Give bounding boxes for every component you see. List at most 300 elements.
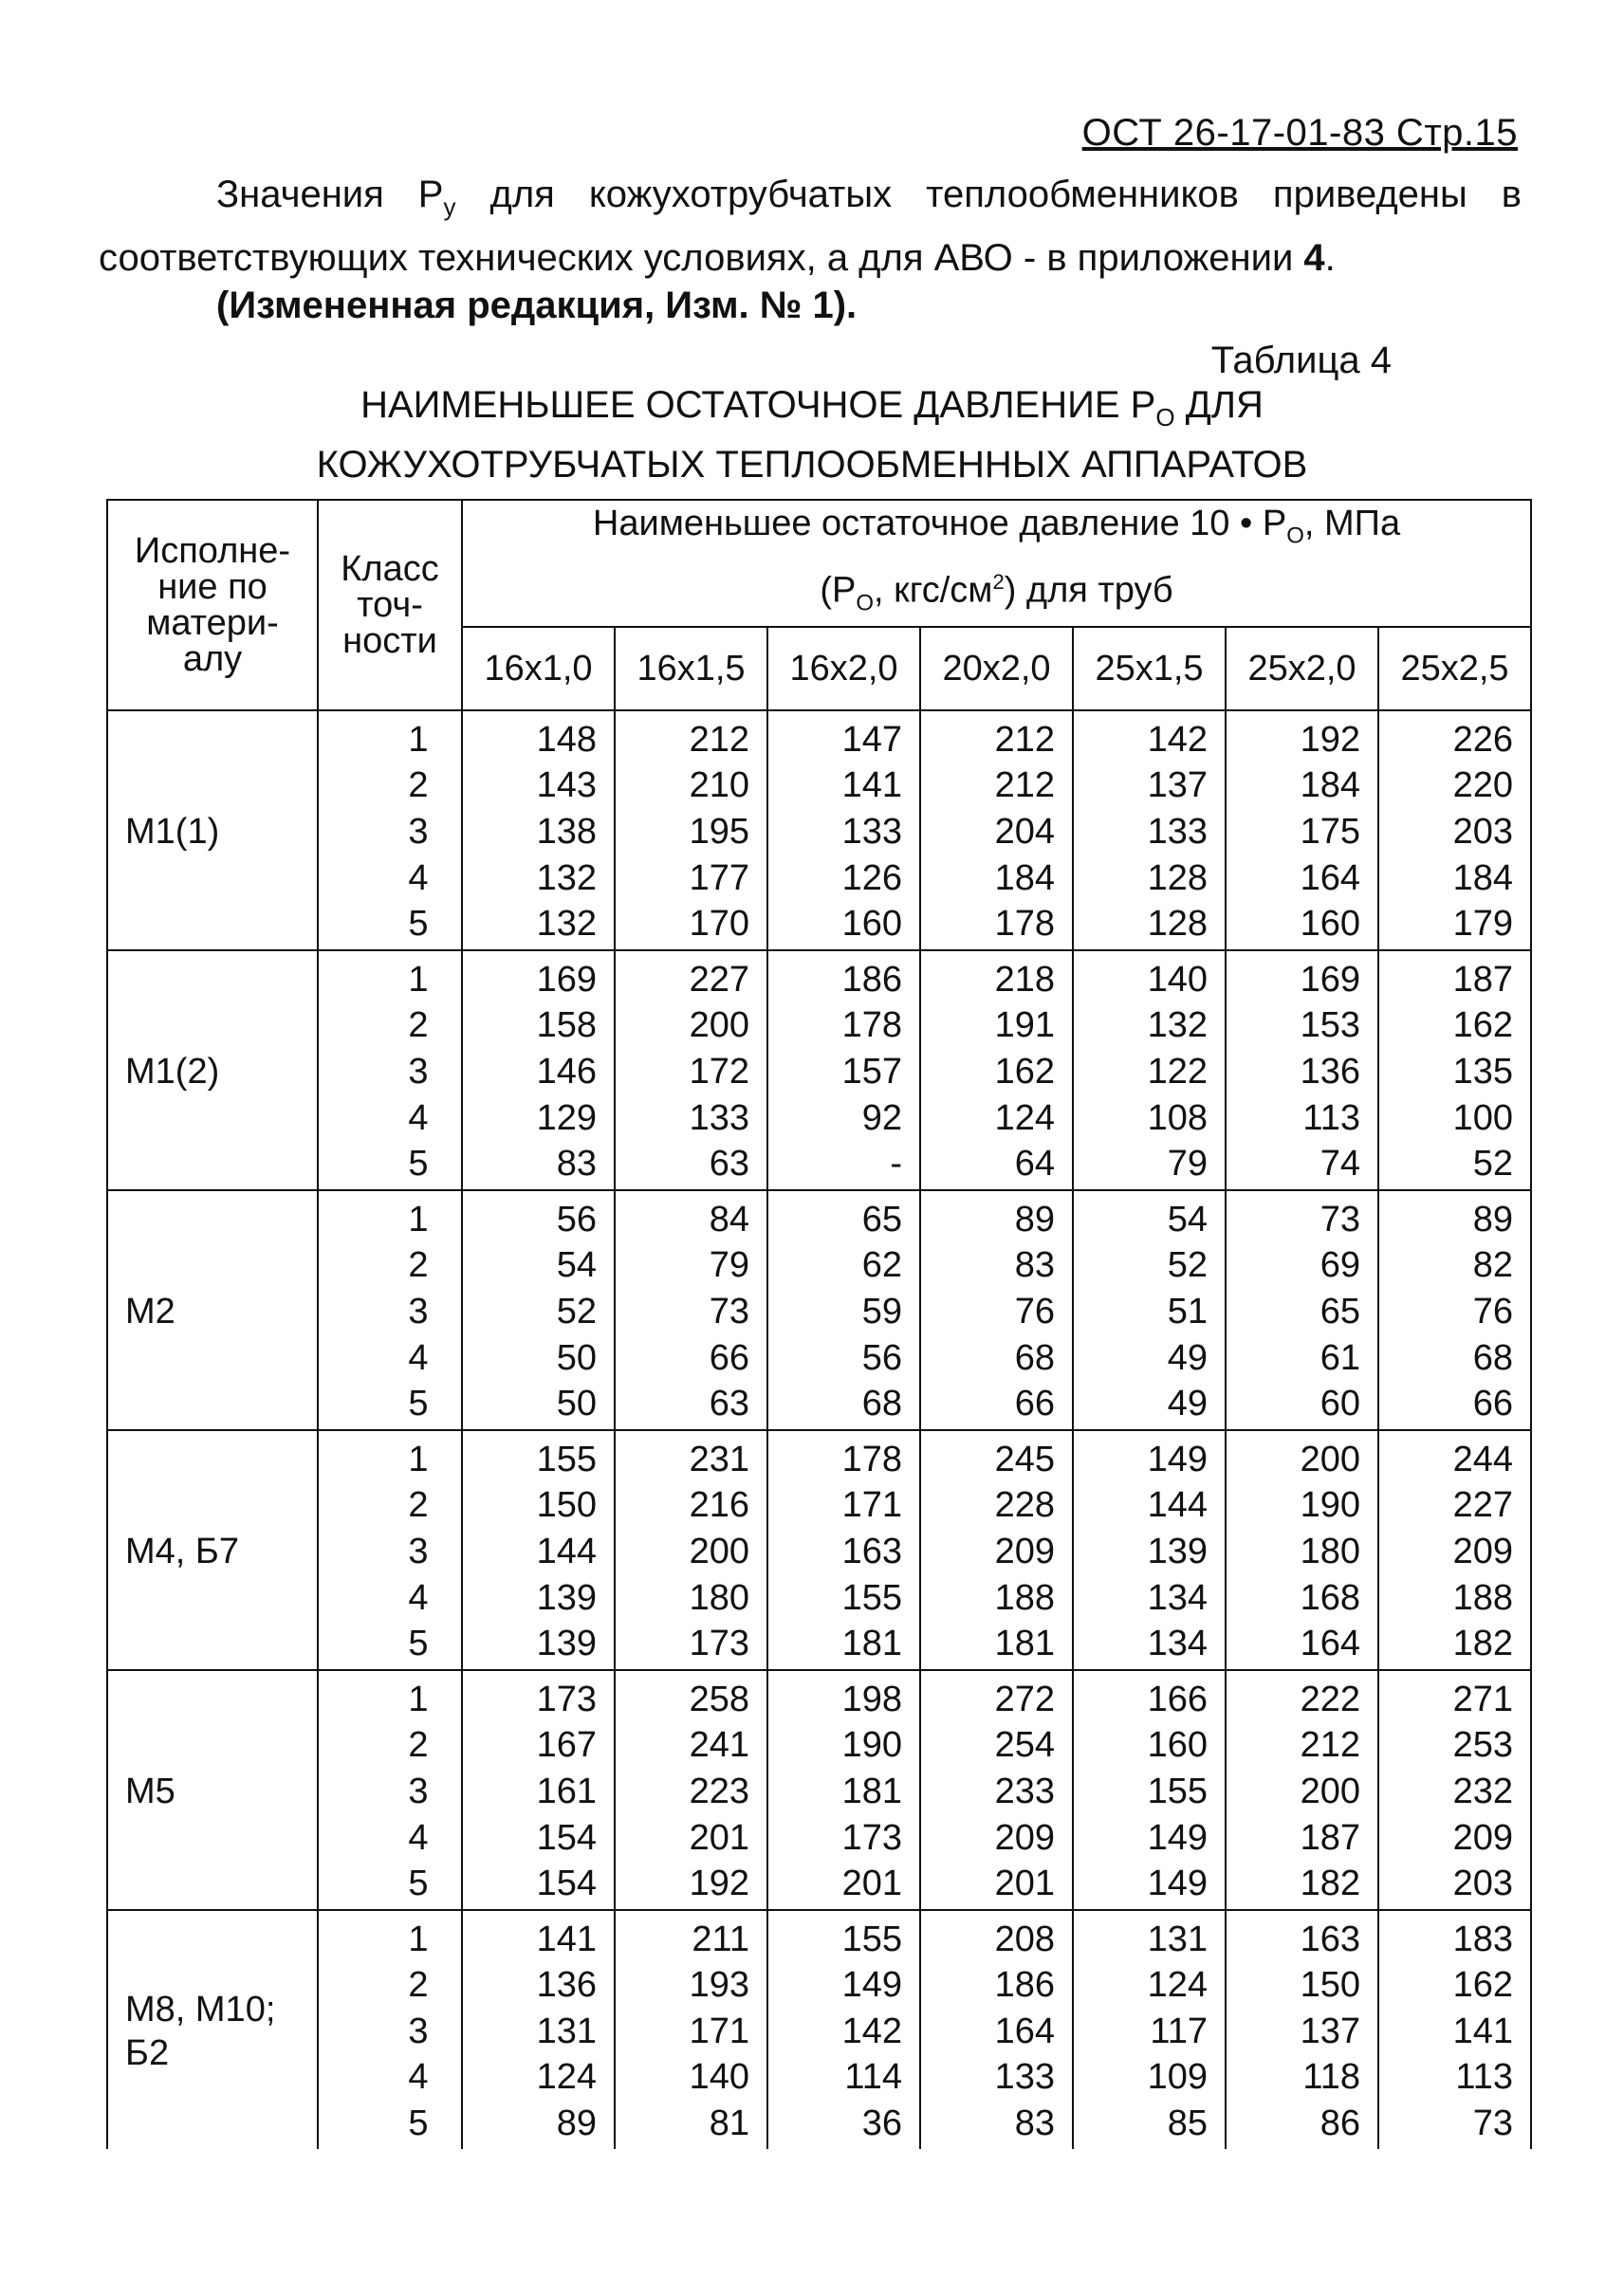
- pressure-value: 182: [1300, 1864, 1360, 1904]
- pressure-cell: [920, 1430, 1073, 1670]
- pressure-value: 148: [536, 719, 597, 760]
- pressure-value: 52: [1167, 1245, 1208, 1286]
- pressure-value: 253: [1452, 1725, 1513, 1766]
- pressure-value: 83: [1014, 1245, 1055, 1286]
- pressure-value: 59: [861, 1291, 902, 1332]
- class-cell: [318, 1910, 462, 2149]
- pressure-value: 63: [709, 1144, 749, 1185]
- accuracy-class-value: 3: [408, 2011, 429, 2051]
- pressure-value: 142: [841, 2011, 902, 2051]
- pressure-cell: [462, 1190, 615, 1430]
- pressure-cell: [1226, 1910, 1378, 2149]
- pressure-value: 129: [536, 1097, 597, 1138]
- pressure-value: 181: [994, 1624, 1055, 1664]
- pressure-value: 187: [1300, 1817, 1360, 1858]
- pressure-value: 134: [1147, 1624, 1208, 1664]
- pressure-value: 186: [841, 959, 902, 1000]
- pressure-value: 83: [556, 1144, 597, 1185]
- header-material-line: матери-: [146, 602, 279, 643]
- pressure-value: 144: [1147, 1485, 1208, 1526]
- pressure-cell: [767, 1190, 920, 1430]
- pressure-cell: [1378, 950, 1531, 1190]
- material-label: М1(2): [125, 1052, 220, 1093]
- accuracy-class-value: 4: [408, 1577, 429, 1618]
- material-label: М2: [125, 1292, 175, 1332]
- pressure-value: 138: [536, 812, 597, 853]
- header-pipe-size: 25x2,0: [1226, 627, 1378, 710]
- pressure-value: 171: [689, 2011, 749, 2051]
- pressure-value: 132: [1147, 1005, 1208, 1046]
- pressure-value: 200: [689, 1531, 749, 1571]
- pressure-value: 160: [1300, 904, 1360, 945]
- header-pipe-size: 20x2,0: [920, 627, 1073, 710]
- header-pipe-size: 25x2,5: [1378, 627, 1531, 710]
- pressure-value: 154: [536, 1864, 597, 1904]
- pressure-value: 195: [689, 812, 749, 853]
- pressure-value: 100: [1452, 1097, 1513, 1138]
- pressure-value: 56: [556, 1199, 597, 1240]
- pressure-value: 66: [1014, 1384, 1055, 1424]
- pressure-value: 210: [689, 765, 749, 806]
- pressure-cell: [615, 1190, 767, 1430]
- pressure-value: 73: [1472, 2103, 1513, 2144]
- pressure-value: 203: [1452, 1864, 1513, 1904]
- header-pressure-text: ) для труб: [1004, 570, 1173, 611]
- pressure-value: 175: [1300, 812, 1360, 853]
- pressure-value: 191: [994, 1005, 1055, 1046]
- pressure-value: 149: [841, 1965, 902, 2006]
- pressure-value: 155: [841, 1577, 902, 1618]
- material-group: [107, 1190, 1531, 1430]
- accuracy-class-value: 5: [408, 1384, 429, 1424]
- pressure-value: 79: [1167, 1144, 1208, 1185]
- pressure-value: 216: [689, 1485, 749, 1526]
- header-pipe-size: 16x2,0: [767, 627, 920, 710]
- pressure-value: 133: [994, 2057, 1055, 2098]
- accuracy-class-value: 4: [408, 1097, 429, 1138]
- pressure-cell: [1226, 950, 1378, 1190]
- pressure-value: 184: [994, 857, 1055, 898]
- material-label: М5: [125, 1772, 175, 1812]
- pressure-cell: [462, 950, 615, 1190]
- pressure-value: 173: [536, 1679, 597, 1719]
- header-pressure-line-2: [463, 560, 1530, 626]
- header-pressure-text: (P: [820, 570, 857, 611]
- pressure-cell: [1226, 1670, 1378, 1910]
- pressure-value: 113: [1302, 1097, 1360, 1138]
- pressure-value: 157: [841, 1052, 902, 1092]
- material-group: [107, 1670, 1531, 1910]
- pressure-value: 232: [1452, 1771, 1513, 1811]
- pressure-value: 188: [1452, 1577, 1513, 1618]
- material-cell: [107, 1910, 318, 2149]
- paragraph-subscript: y: [443, 193, 456, 221]
- pressure-value: 192: [1300, 719, 1360, 760]
- pressure-value: 73: [709, 1291, 749, 1332]
- accuracy-class-value: 5: [408, 1144, 429, 1185]
- header-accuracy-class: [318, 500, 462, 710]
- pressure-cell: [1378, 1670, 1531, 1910]
- pressure-value: 89: [556, 2103, 597, 2144]
- pressure-value: 139: [536, 1577, 597, 1618]
- accuracy-class-value: 4: [408, 857, 429, 898]
- pressure-cell: [615, 1910, 767, 2149]
- pressure-cell: [920, 710, 1073, 950]
- accuracy-class-value: 3: [408, 1771, 429, 1811]
- pressure-value: 133: [841, 812, 902, 853]
- pressure-value: 147: [841, 719, 902, 760]
- class-cell: [318, 1190, 462, 1430]
- material-group: [107, 710, 1531, 950]
- pressure-value: 170: [689, 904, 749, 945]
- pressure-value: 218: [994, 959, 1055, 1000]
- pressure-value: 179: [1452, 904, 1513, 945]
- table-label: Таблица 4: [1210, 340, 1392, 381]
- pressure-value: 208: [994, 1919, 1055, 1959]
- pressure-value: 83: [1014, 2103, 1055, 2144]
- pressure-value: 241: [689, 1725, 749, 1766]
- document-reference-header: ОСТ 26-17-01-83 Стр.15: [1081, 112, 1518, 154]
- header-pipe-size: 16x1,0: [462, 627, 615, 710]
- class-cell: [318, 1670, 462, 1910]
- pressure-cell: [615, 1670, 767, 1910]
- accuracy-class-value: 5: [408, 1864, 429, 1904]
- pressure-value: 190: [1300, 1485, 1360, 1526]
- pressure-value: 178: [841, 1005, 902, 1046]
- pressure-value: 201: [994, 1864, 1055, 1904]
- header-material-line: алу: [182, 638, 243, 679]
- pressure-value: 144: [536, 1531, 597, 1571]
- pressure-cell: [462, 1430, 615, 1670]
- table-row: [107, 950, 1531, 1190]
- pressure-value: 124: [536, 2057, 597, 2098]
- pressure-value: 220: [1452, 765, 1513, 806]
- pressure-value: 84: [709, 1199, 749, 1240]
- pressure-value: 209: [1452, 1817, 1513, 1858]
- pressure-value: 136: [1300, 1052, 1360, 1092]
- header-pressure-text: Наименьшее остаточное давление 10 • P: [592, 504, 1287, 543]
- pressure-value: 186: [994, 1965, 1055, 2006]
- pressure-cell: [767, 710, 920, 950]
- pressure-value: 178: [841, 1439, 902, 1479]
- pressure-value: 155: [1147, 1771, 1208, 1811]
- pressure-value: 227: [689, 959, 749, 1000]
- accuracy-class-value: 4: [408, 1337, 429, 1378]
- pressure-value: 66: [709, 1337, 749, 1378]
- pressure-value: 73: [1320, 1199, 1360, 1240]
- pressure-value: 212: [689, 719, 749, 760]
- accuracy-class-value: 1: [408, 959, 429, 1000]
- table-title-line-2: КОЖУХОТРУБЧАТЫХ ТЕПЛООБМЕННЫХ АППАРАТОВ: [316, 444, 1308, 486]
- title-text-b: ДЛЯ: [1174, 384, 1264, 426]
- pressure-value: 184: [1300, 765, 1360, 806]
- pressure-value: 140: [689, 2057, 749, 2098]
- pressure-value: 50: [556, 1384, 597, 1424]
- accuracy-class-value: 3: [408, 812, 429, 853]
- pressure-value: 164: [1300, 1624, 1360, 1664]
- pressure-value: 184: [1452, 857, 1513, 898]
- pressure-value: 49: [1167, 1384, 1208, 1424]
- pressure-value: 50: [556, 1337, 597, 1378]
- pressure-value: 245: [994, 1439, 1055, 1479]
- pressure-value: 146: [536, 1052, 597, 1092]
- pressure-cell: [1378, 1190, 1531, 1430]
- pressure-value: 161: [536, 1771, 597, 1811]
- pressure-cell: [920, 1190, 1073, 1430]
- pressure-cell: [1378, 710, 1531, 950]
- pressure-value: 118: [1302, 2057, 1360, 2098]
- pressure-value: 228: [994, 1485, 1055, 1526]
- pressure-value: 180: [689, 1577, 749, 1618]
- pressure-value: 65: [861, 1199, 902, 1240]
- pressure-value: 258: [689, 1679, 749, 1719]
- pressure-cell: [1073, 710, 1226, 950]
- pressure-value: 209: [1452, 1531, 1513, 1571]
- pressure-value: 164: [994, 2011, 1055, 2051]
- pressure-value: 172: [689, 1052, 749, 1092]
- pressure-cell: [767, 1670, 920, 1910]
- pressure-value: 181: [841, 1624, 902, 1664]
- pressure-value: 131: [1147, 1919, 1208, 1959]
- pressure-value: 133: [689, 1097, 749, 1138]
- class-cell: [318, 710, 462, 950]
- pressure-value: 187: [1452, 959, 1513, 1000]
- pressure-value: 200: [1300, 1771, 1360, 1811]
- pressure-value: 109: [1147, 2057, 1208, 2098]
- pressure-cell: [1073, 1190, 1226, 1430]
- pressure-value: 272: [994, 1679, 1055, 1719]
- pressure-value: 142: [1147, 719, 1208, 760]
- material-label: Б2: [125, 2033, 170, 2074]
- pressure-value: 173: [841, 1817, 902, 1858]
- pressure-cell: [1073, 950, 1226, 1190]
- accuracy-class-value: 4: [408, 2057, 429, 2098]
- pressure-value: 160: [1147, 1725, 1208, 1766]
- pressure-value: 158: [536, 1005, 597, 1046]
- pressure-value: 79: [709, 1245, 749, 1286]
- pressure-cell: [920, 1670, 1073, 1910]
- pressure-value: 52: [1472, 1144, 1513, 1185]
- material-cell: [107, 710, 318, 950]
- pressure-value: 168: [1300, 1577, 1360, 1618]
- pressure-value: 62: [861, 1245, 902, 1286]
- pressure-value: 178: [994, 904, 1055, 945]
- pressure-value: 54: [556, 1245, 597, 1286]
- pressure-value: 149: [1147, 1864, 1208, 1904]
- pressure-value: 198: [841, 1679, 902, 1719]
- table-row: [107, 1430, 1531, 1670]
- pressure-value: 223: [689, 1771, 749, 1811]
- table-row: [107, 710, 1531, 950]
- table-title: [106, 381, 1518, 488]
- pressure-value: 227: [1452, 1485, 1513, 1526]
- pressure-value: 149: [1147, 1817, 1208, 1858]
- header-class-line: точ-: [357, 584, 423, 625]
- pressure-cell: [1226, 710, 1378, 950]
- pressure-value: 183: [1452, 1919, 1513, 1959]
- header-pressure: [462, 500, 1531, 627]
- pressure-value: 141: [536, 1919, 597, 1959]
- pressure-cell: [1226, 1190, 1378, 1430]
- pressure-value: 212: [994, 719, 1055, 760]
- material-group: [107, 950, 1531, 1190]
- pressure-value: 128: [1147, 904, 1208, 945]
- pressure-value: 169: [1300, 959, 1360, 1000]
- pressure-value: 209: [994, 1531, 1055, 1571]
- pressure-value: 108: [1147, 1097, 1208, 1138]
- pressure-value: 68: [1014, 1337, 1055, 1378]
- pressure-value: 136: [536, 1965, 597, 2006]
- pressure-value: 56: [861, 1337, 902, 1378]
- material-group: [107, 1910, 1531, 2149]
- pressure-value: 51: [1167, 1291, 1208, 1332]
- pressure-value: 117: [1150, 2011, 1208, 2051]
- pressure-value: 203: [1452, 812, 1513, 853]
- pressure-value: 133: [1147, 812, 1208, 853]
- accuracy-class-value: 3: [408, 1531, 429, 1571]
- accuracy-class-value: 4: [408, 1817, 429, 1858]
- pressure-value: 82: [1472, 1245, 1513, 1286]
- paragraph-text-1: Значения P: [216, 174, 444, 215]
- pressure-value: 271: [1452, 1679, 1513, 1719]
- accuracy-class-value: 5: [408, 1624, 429, 1664]
- pressure-value: 139: [536, 1624, 597, 1664]
- pressure-cell: [1073, 1670, 1226, 1910]
- material-group: [107, 1430, 1531, 1670]
- material-cell: [107, 1670, 318, 1910]
- table-row: [107, 1670, 1531, 1910]
- pressure-value: 180: [1300, 1531, 1360, 1571]
- pressure-value: 122: [1147, 1052, 1208, 1092]
- header-material-line: Исполне-: [134, 530, 291, 571]
- pressure-value: 162: [1452, 1965, 1513, 2006]
- pressure-value: 173: [689, 1624, 749, 1664]
- pressure-value: 143: [536, 765, 597, 806]
- pressure-value: 226: [1452, 719, 1513, 760]
- accuracy-class-value: 2: [408, 1005, 429, 1046]
- pressure-cell: [462, 710, 615, 950]
- pressure-value: 113: [1455, 2057, 1513, 2098]
- accuracy-class-value: 2: [408, 1965, 429, 2006]
- material-cell: [107, 1430, 318, 1670]
- pressure-value: 139: [1147, 1531, 1208, 1571]
- pressure-value: 76: [1472, 1291, 1513, 1332]
- pressure-value: 212: [1300, 1725, 1360, 1766]
- accuracy-class-value: 3: [408, 1291, 429, 1332]
- title-text-a: НАИМЕНЬШЕЕ ОСТАТОЧНОЕ ДАВЛЕНИЕ P: [360, 384, 1156, 426]
- accuracy-class-value: 1: [408, 719, 429, 760]
- pressure-value: 132: [536, 904, 597, 945]
- pressure-value: 49: [1167, 1337, 1208, 1378]
- pressure-value: 54: [1167, 1199, 1208, 1240]
- pressure-value: 182: [1452, 1624, 1513, 1664]
- pressure-value: 254: [994, 1725, 1055, 1766]
- pressure-value: 81: [709, 2103, 749, 2144]
- pressure-value: 131: [536, 2011, 597, 2051]
- pressure-value: 52: [556, 1291, 597, 1332]
- pressure-table: [106, 499, 1532, 2149]
- pressure-value: 69: [1320, 1245, 1360, 1286]
- header-pressure-sub: O: [856, 589, 874, 615]
- pressure-value: 85: [1167, 2103, 1208, 2144]
- class-cell: [318, 950, 462, 1190]
- appendix-number: 4: [1303, 237, 1325, 279]
- pressure-value: 200: [1300, 1439, 1360, 1479]
- header-pressure-text: , МПа: [1303, 504, 1401, 543]
- header-pipe-size: 25x1,5: [1073, 627, 1226, 710]
- pressure-value: -: [890, 1144, 902, 1185]
- pressure-value: 201: [689, 1817, 749, 1858]
- pressure-value: 209: [994, 1817, 1055, 1858]
- pressure-value: 166: [1147, 1679, 1208, 1719]
- pressure-value: 137: [1147, 765, 1208, 806]
- pressure-value: 193: [689, 1965, 749, 2006]
- material-cell: [107, 1190, 318, 1430]
- accuracy-class-value: 1: [408, 1199, 429, 1240]
- pressure-value: 76: [1014, 1291, 1055, 1332]
- pressure-value: 212: [994, 765, 1055, 806]
- pressure-value: 188: [994, 1577, 1055, 1618]
- edit-note: (Измененная редакция, Изм. № 1).: [216, 285, 858, 326]
- accuracy-class-value: 5: [408, 904, 429, 945]
- accuracy-class-value: 3: [408, 1052, 429, 1092]
- header-pressure-sub: O: [1286, 523, 1304, 549]
- pressure-value: 201: [841, 1864, 902, 1904]
- pressure-cell: [615, 1430, 767, 1670]
- pressure-value: 92: [861, 1097, 902, 1138]
- pressure-value: 68: [1472, 1337, 1513, 1378]
- pressure-value: 162: [1452, 1005, 1513, 1046]
- material-label: М4, Б7: [125, 1532, 239, 1572]
- accuracy-class-value: 2: [408, 1485, 429, 1526]
- pressure-value: 140: [1147, 959, 1208, 1000]
- pressure-value: 231: [689, 1439, 749, 1479]
- pressure-value: 154: [536, 1817, 597, 1858]
- pressure-cell: [462, 1910, 615, 2149]
- accuracy-class-value: 5: [408, 2103, 429, 2144]
- pressure-value: 89: [1472, 1199, 1513, 1240]
- pressure-cell: [920, 950, 1073, 1190]
- pressure-value: 141: [1452, 2011, 1513, 2051]
- pressure-value: 160: [841, 904, 902, 945]
- pressure-value: 74: [1320, 1144, 1360, 1185]
- pressure-value: 132: [536, 857, 597, 898]
- pressure-value: 190: [841, 1725, 902, 1766]
- pressure-value: 204: [994, 812, 1055, 853]
- pressure-value: 149: [1147, 1439, 1208, 1479]
- pressure-value: 126: [841, 857, 902, 898]
- pressure-value: 66: [1472, 1384, 1513, 1424]
- accuracy-class-value: 1: [408, 1679, 429, 1719]
- pressure-value: 124: [1147, 1965, 1208, 2006]
- pressure-value: 63: [709, 1384, 749, 1424]
- pressure-value: 244: [1452, 1439, 1513, 1479]
- pressure-cell: [1378, 1910, 1531, 2149]
- pressure-value: 114: [844, 2057, 902, 2098]
- pressure-value: 124: [994, 1097, 1055, 1138]
- pressure-value: 155: [536, 1439, 597, 1479]
- pressure-cell: [1073, 1430, 1226, 1670]
- material-cell: [107, 950, 318, 1190]
- pressure-value: 153: [1300, 1005, 1360, 1046]
- pressure-cell: [1226, 1430, 1378, 1670]
- pressure-value: 163: [1300, 1919, 1360, 1959]
- table-title-line-1: [106, 381, 1518, 441]
- pressure-value: 36: [861, 2103, 902, 2144]
- pressure-value: 141: [841, 765, 902, 806]
- pressure-value: 177: [689, 857, 749, 898]
- pressure-value: 163: [841, 1531, 902, 1571]
